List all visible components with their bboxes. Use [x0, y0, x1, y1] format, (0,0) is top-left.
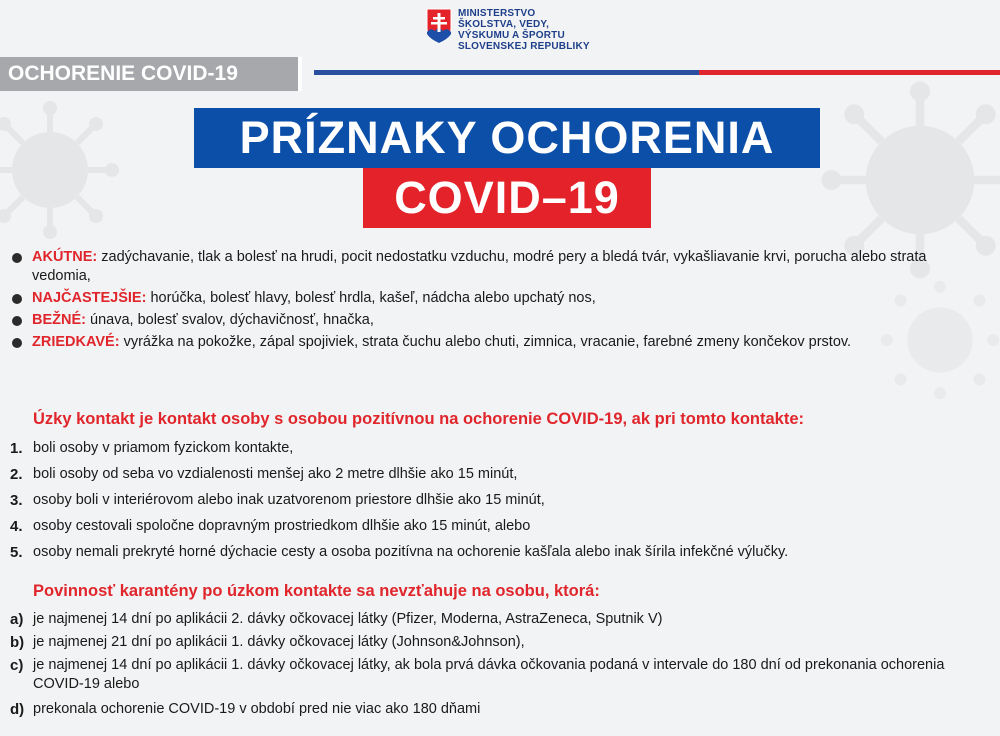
slovak-crest-icon [426, 8, 452, 44]
symptom-item [10, 289, 970, 308]
symptom-label: ZRIEDKAVÉ: [32, 334, 120, 350]
list-item [10, 610, 995, 633]
symptom-label: AKÚTNE: [32, 249, 98, 265]
bullet-icon [12, 316, 22, 326]
symptom-label: NAJČASTEJŠIE: [32, 290, 147, 306]
symptom-text: vyrážka na pokožke, zápal spojiviek, strata čuchu alebo chuti, zimnica, vracanie, farebné zmeny končekov prstov. [119, 334, 852, 350]
symptom-item [10, 248, 970, 286]
item-text: osoby boli v interiérovom alebo inak uzatvorenom priestore dlhšie ako 15 minút, [33, 492, 545, 508]
list-item [10, 491, 995, 517]
symptoms-list [10, 248, 970, 355]
item-number: 4. [10, 518, 23, 535]
list-item [10, 517, 995, 543]
page-subtitle: COVID–19 [363, 168, 651, 228]
ministry-line: ŠKOLSTVA, VEDY, [458, 19, 550, 30]
symptom-label: BEŽNÉ: [32, 312, 86, 328]
bullet-icon [12, 253, 22, 263]
item-text: osoby cestovali spoločne dopravným prostriedkom dlhšie ako 15 minút, alebo [33, 518, 531, 534]
symptom-text: horúčka, bolesť hlavy, bolesť hrdla, kašeľ, nádcha alebo upchatý nos, [146, 290, 596, 306]
red-stripe [699, 70, 1000, 75]
item-number: 2. [10, 466, 23, 483]
list-item [10, 465, 995, 491]
item-text: boli osoby v priamom fyzickom kontakte, [33, 440, 294, 456]
topic-tag: OCHORENIE COVID-19 [0, 57, 302, 91]
symptom-item [10, 333, 970, 352]
list-item [10, 543, 995, 569]
item-text: je najmenej 14 dní po aplikácii 2. dávky očkovacej látky (Pfizer, Moderna, AstraZeneca, Sputnik V) [33, 611, 663, 627]
list-item [10, 700, 995, 723]
contact-list [10, 439, 995, 569]
list-item [10, 656, 995, 700]
item-letter: a) [10, 611, 24, 628]
virus-decoration-icon [0, 100, 120, 240]
item-text: je najmenej 21 dní po aplikácii 1. dávky očkovacej látky (Johnson&Johnson), [33, 634, 525, 650]
ministry-line: MINISTERSTVO [458, 8, 536, 19]
item-text: osoby nemali prekryté horné dýchacie cesty a osoba pozitívna na ochorenie kašľala alebo inak šírila infekčné výlučky. [33, 544, 789, 560]
blue-stripe [314, 70, 699, 75]
item-letter: c) [10, 657, 24, 674]
quarantine-list [10, 610, 995, 723]
symptom-text: zadýchavanie, tlak a bolesť na hrudi, pocit nedostatku vzduchu, modré pery a bledá tvár, vykašliavanie krvi, porucha alebo strata vedomia, [32, 249, 927, 284]
ministry-line: VÝSKUMU A ŠPORTU [458, 30, 565, 41]
item-number: 1. [10, 440, 23, 457]
item-letter: d) [10, 701, 25, 718]
bullet-icon [12, 338, 22, 348]
item-number: 3. [10, 492, 23, 509]
quarantine-heading: Povinnosť karantény po úzkom kontakte sa nevzťahuje na osobu, ktorá: [33, 582, 600, 600]
item-text: prekonala ochorenie COVID-19 v období pred nie viac ako 180 dňami [33, 701, 481, 717]
ministry-name [458, 8, 590, 52]
list-item [10, 439, 995, 465]
symptom-text: únava, bolesť svalov, dýchavičnosť, hnačka, [85, 312, 374, 328]
ministry-logo [426, 8, 590, 52]
ministry-line: SLOVENSKEJ REPUBLIKY [458, 41, 590, 52]
item-letter: b) [10, 634, 25, 651]
item-number: 5. [10, 544, 23, 561]
page-title: PRÍZNAKY OCHORENIA [194, 108, 820, 168]
list-item [10, 633, 995, 656]
item-text: boli osoby od seba vo vzdialenosti menšej ako 2 metre dlhšie ako 15 minút, [33, 466, 518, 482]
contact-heading: Úzky kontakt je kontakt osoby s osobou pozitívnou na ochorenie COVID-19, ak pri tomto kontakte: [33, 410, 805, 428]
symptom-item [10, 311, 970, 330]
item-text: je najmenej 14 dní po aplikácii 1. dávky očkovacej látky, ak bola prvá dávka očkovania podaná v intervale do 180 dní od prekonania ochorenia COVID-19 alebo [33, 657, 945, 692]
bullet-icon [12, 294, 22, 304]
